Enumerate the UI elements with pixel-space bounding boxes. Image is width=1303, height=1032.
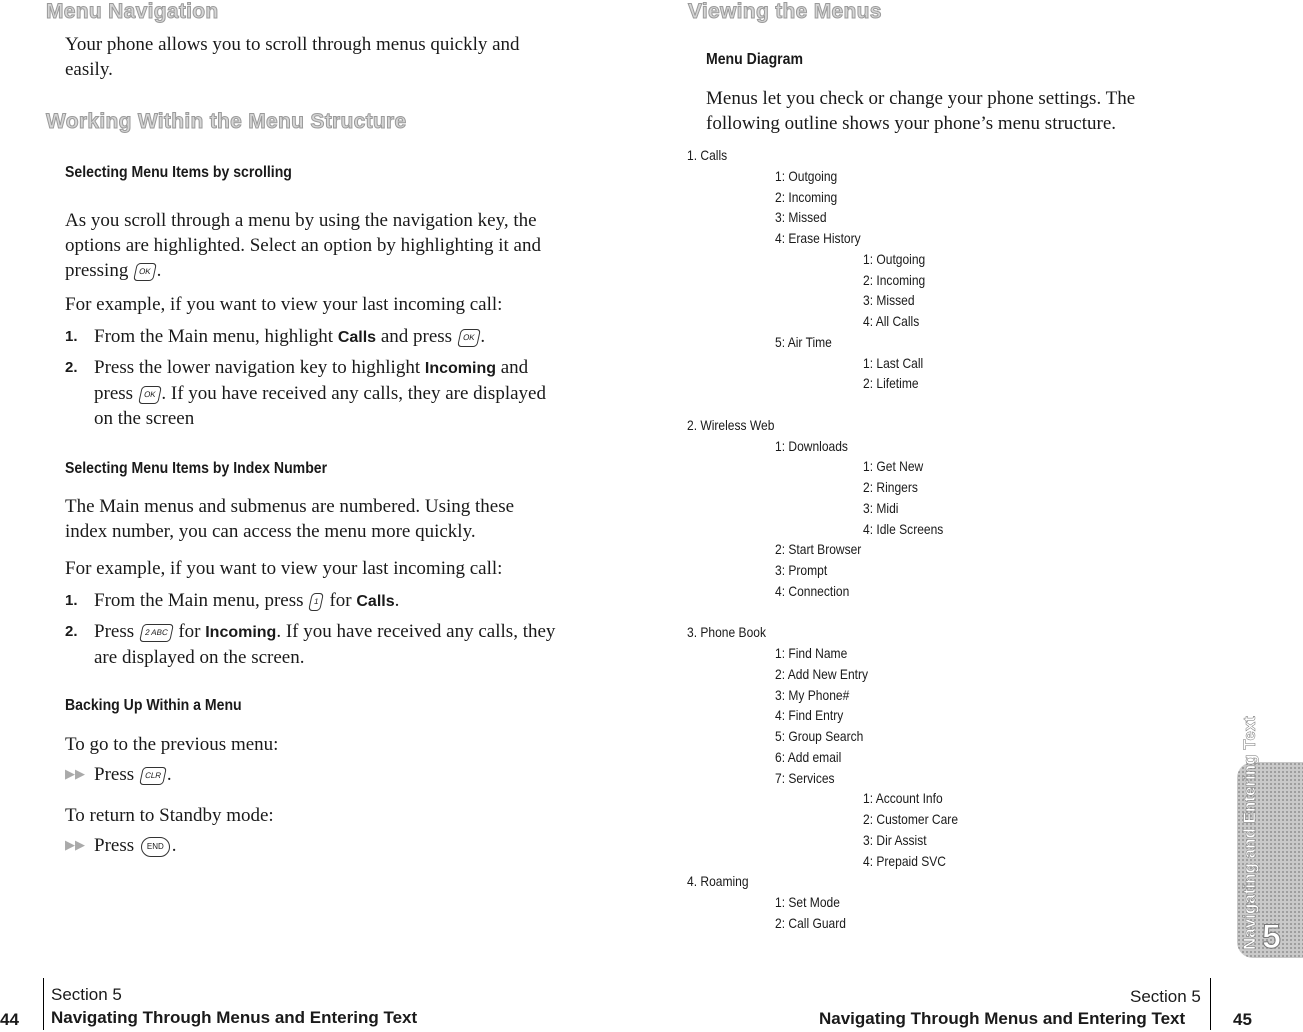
- section-heading-viewing-menus: Viewing the Menus: [688, 0, 882, 23]
- menu-tree-sub-item: 4: All Calls: [863, 313, 920, 329]
- menu-tree-sub-item: 2: Start Browser: [775, 541, 862, 558]
- menu-tree-sub-item: 3: Midi: [863, 499, 899, 516]
- bullet-clr: Press CLR .: [94, 764, 172, 785]
- chapter-tab-number: 5: [1262, 918, 1281, 956]
- menu-tree-sub-item: 2: Incoming: [775, 188, 838, 205]
- menu-tree-sub-item: 1: Get New: [863, 458, 924, 475]
- menu-tree-sub-item: 3: My Phone#: [775, 686, 850, 703]
- menu-diagram-intro: Menus let you check or change your phone settings. The following outline shows your phone’s menu structure.: [706, 88, 1136, 134]
- step-number: 2.: [65, 359, 78, 376]
- menu-tree-sub-item: 1: Last Call: [863, 354, 924, 371]
- paragraph-previous-menu: To go to the previous menu:: [65, 734, 279, 755]
- example-paragraph-2: For example, if you want to view your last incoming call:: [65, 558, 503, 579]
- menu-tree-sub-item: 6: Add email: [775, 748, 842, 765]
- subheading-scrolling: Selecting Menu Items by scrolling: [65, 164, 292, 181]
- menu-tree-sub-item: 1: Outgoing: [775, 167, 838, 184]
- menu-tree-top-item: 4. Roaming: [687, 873, 749, 890]
- step-1-scrolling: From the Main menu, highlight Calls and press OK .: [94, 326, 486, 347]
- menu-tree-sub-item: 1: Find Name: [775, 645, 848, 661]
- end-key-icon: END: [141, 837, 170, 857]
- menu-tree-sub-item: 3: Missed: [775, 209, 827, 226]
- menu-tree-sub-item: 2: Add New Entry: [775, 665, 869, 682]
- ok-key-icon: OK: [133, 263, 156, 281]
- step-2-scrolling: Press the lower navigation key to highlight Incoming and press OK . If you have received any calls, they are displayed on the screen: [94, 357, 546, 429]
- menu-tree-sub-item: 2: Ringers: [863, 479, 918, 495]
- menu-tree-sub-item: 3: Missed: [863, 292, 915, 309]
- example-paragraph-1: For example, if you want to view your last incoming call:: [65, 294, 503, 315]
- menu-tree-top-item: 3. Phone Book: [687, 624, 766, 641]
- menu-tree-sub-item: 2: Lifetime: [863, 375, 919, 392]
- clr-key-icon: CLR: [139, 767, 167, 785]
- footer-divider: [43, 978, 44, 1030]
- step-number: 2.: [65, 623, 78, 640]
- menu-tree-sub-item: 5: Group Search: [775, 728, 864, 744]
- ok-key-icon: OK: [457, 329, 480, 347]
- menu-tree-sub-item: 3: Dir Assist: [863, 831, 927, 848]
- menu-tree-sub-item: 2: Call Guard: [775, 914, 846, 931]
- arrow-bullet-icon: ▶▶: [65, 766, 85, 781]
- step-number: 1.: [65, 328, 78, 345]
- subheading-index-number: Selecting Menu Items by Index Number: [65, 460, 328, 477]
- section-heading-working-within: Working Within the Menu Structure: [46, 110, 407, 133]
- subheading-menu-diagram: Menu Diagram: [706, 51, 804, 68]
- menu-tree-top-item: 1. Calls: [687, 147, 728, 163]
- menu-tree-top-item: 2. Wireless Web: [687, 416, 775, 433]
- footer-title-left: Navigating Through Menus and Entering Text: [51, 1008, 418, 1027]
- two-key-icon: 2 ABC: [139, 624, 174, 642]
- menu-tree-sub-item: 4: Erase History: [775, 230, 861, 246]
- page-number-right: 45: [1233, 1010, 1252, 1029]
- one-key-icon: 1: [308, 593, 324, 611]
- section-heading-menu-navigation: Menu Navigation: [46, 0, 219, 23]
- menu-tree-sub-item: 2: Incoming: [863, 271, 926, 288]
- menu-tree-sub-item: 2: Customer Care: [863, 811, 959, 827]
- paragraph-index: The Main menus and submenus are numbered. Using these index number, you can access the menu more quickly.: [65, 496, 515, 542]
- bullet-end: Press END .: [94, 835, 177, 856]
- paragraph-scrolling: As you scroll through a menu by using the navigation key, the options are highlighted. Select an option by highlighting it and pressing OK .: [65, 210, 541, 281]
- menu-tree-sub-item: 4: Idle Screens: [863, 520, 944, 537]
- step-2-index: Press 2 ABC for Incoming. If you have received any calls, they are displayed on the screen.: [94, 621, 556, 668]
- menu-tree-sub-item: 1: Set Mode: [775, 894, 840, 910]
- menu-tree-sub-item: 1: Downloads: [775, 437, 848, 454]
- chapter-tab-label: Navigating and Entering Text: [1240, 716, 1259, 950]
- footer-title-right: Navigating Through Menus and Entering Text: [819, 1009, 1186, 1028]
- ok-key-icon: OK: [138, 386, 161, 404]
- menu-tree-sub-item: 4: Connection: [775, 582, 850, 599]
- menu-tree-sub-item: 5: Air Time: [775, 333, 832, 350]
- menu-tree-sub-item: 1: Account Info: [863, 790, 943, 807]
- arrow-bullet-icon: ▶▶: [65, 837, 85, 852]
- paragraph-standby: To return to Standby mode:: [65, 805, 274, 826]
- subheading-backing-up: Backing Up Within a Menu: [65, 697, 242, 714]
- footer-section-right: Section 5: [1130, 987, 1201, 1006]
- menu-tree-sub-item: 4: Prepaid SVC: [863, 852, 946, 869]
- step-number: 1.: [65, 592, 78, 609]
- intro-paragraph: Your phone allows you to scroll through menus quickly and easily.: [65, 34, 520, 80]
- menu-tree-sub-item: 1: Outgoing: [863, 250, 926, 267]
- footer-section-left: Section 5: [51, 985, 122, 1004]
- menu-tree-sub-item: 3: Prompt: [775, 562, 828, 578]
- menu-tree-sub-item: 4: Find Entry: [775, 707, 844, 724]
- footer-divider: [1210, 978, 1211, 1030]
- step-1-index: From the Main menu, press 1 for Calls.: [94, 590, 400, 611]
- menu-tree-sub-item: 7: Services: [775, 769, 835, 786]
- page-number-left: 44: [0, 1010, 19, 1029]
